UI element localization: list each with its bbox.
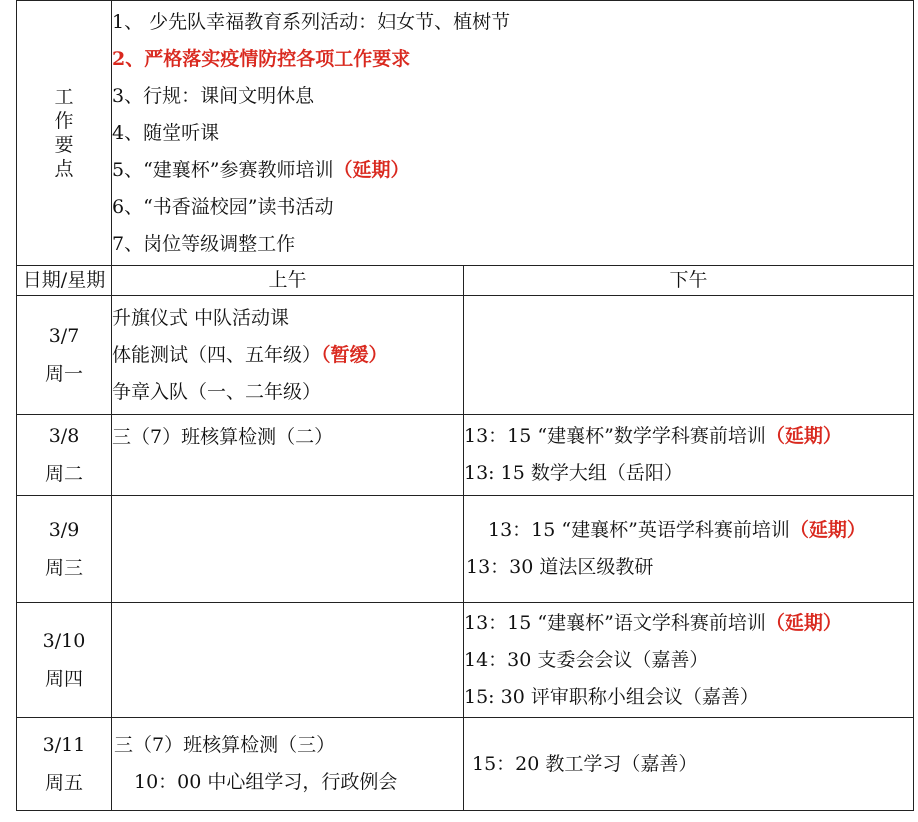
- morning-cell: [112, 718, 464, 811]
- date-cell: [17, 415, 112, 496]
- date-cell: [17, 603, 112, 718]
- weekday: 周一: [44, 363, 83, 385]
- postponed-badge: （延期）: [765, 425, 842, 447]
- date-cell: [17, 496, 112, 603]
- header-date: 日期/星期: [17, 266, 112, 296]
- work-point-item: 6、“书香溢校园”读书活动: [112, 195, 334, 218]
- date: 3/11: [42, 734, 86, 756]
- afternoon-cell: [464, 415, 914, 496]
- morning-cell: [112, 603, 464, 718]
- schedule-item: 13：15 “建襄杯”数学学科赛前培训（延期）: [464, 425, 842, 447]
- schedule-item: 14：30 支委会会议（嘉善）: [464, 648, 709, 671]
- work-point-item: 4、随堂听课: [112, 121, 220, 144]
- day-row-thu: [17, 603, 914, 718]
- day-row-mon: [17, 296, 914, 415]
- work-points-label-cell: [17, 1, 112, 266]
- schedule-item: 13：30 道法区级教研: [466, 556, 654, 578]
- date-cell: [17, 718, 112, 811]
- morning-cell: [112, 496, 464, 603]
- afternoon-cell: [464, 496, 914, 603]
- schedule-item: 15：20 教工学习（嘉善）: [472, 752, 698, 775]
- date: 3/8: [48, 425, 80, 447]
- schedule-item: 三（7）班核算检测（二）: [112, 426, 334, 448]
- work-points-label: 工作要点: [54, 86, 74, 180]
- weekday: 周二: [44, 463, 83, 485]
- schedule-item: 升旗仪式 中队活动课: [112, 306, 290, 329]
- work-points-list: [112, 1, 914, 266]
- schedule-item: 13：15 “建襄杯”英语学科赛前培训（延期）: [488, 519, 866, 541]
- work-point-item: 3、行规：课间文明休息: [112, 84, 315, 107]
- afternoon-cell: [464, 296, 914, 415]
- date-cell: [17, 296, 112, 415]
- schedule-item: 争章入队（一、二年级）: [112, 380, 322, 403]
- header-afternoon: 下午: [464, 266, 914, 296]
- work-point-item-highlight: 2、严格落实疫情防控各项工作要求: [112, 47, 411, 70]
- schedule-item: 15: 30 评审职称小组会议（嘉善）: [464, 685, 759, 708]
- postponed-badge: （延期）: [765, 611, 842, 634]
- schedule-item: 13: 15 数学大组（岳阳）: [464, 462, 683, 484]
- weekday: 周四: [44, 668, 83, 690]
- weekday: 周三: [44, 557, 83, 579]
- day-row-fri: [17, 718, 914, 811]
- schedule-item: 13：15 “建襄杯”语文学科赛前培训（延期）: [464, 611, 842, 634]
- schedule-item: 10：00 中心组学习，行政例会: [134, 771, 398, 793]
- work-point-item: 7、岗位等级调整工作: [112, 232, 296, 255]
- work-points-row: [17, 1, 914, 266]
- schedule-item: 体能测试（四、五年级）（暂缓）: [112, 343, 388, 366]
- afternoon-cell: [464, 718, 914, 811]
- date: 3/7: [48, 325, 80, 347]
- morning-cell: [112, 415, 464, 496]
- postponed-badge: （延期）: [789, 519, 866, 541]
- postponed-badge: （延期）: [333, 158, 410, 181]
- weekday: 周五: [44, 772, 83, 794]
- work-point-item: 1、 少先队幸福教育系列活动：妇女节、植树节: [112, 10, 511, 33]
- morning-cell: [112, 296, 464, 415]
- afternoon-cell: [464, 603, 914, 718]
- header-row: [17, 266, 914, 296]
- day-row-tue: [17, 415, 914, 496]
- suspended-badge: （暂缓）: [321, 343, 388, 366]
- weekly-schedule-table: [16, 0, 914, 811]
- schedule-item: 三（7）班核算检测（三）: [114, 734, 336, 756]
- date: 3/9: [48, 519, 80, 541]
- header-morning: 上午: [112, 266, 464, 296]
- work-point-item: 5、“建襄杯”参赛教师培训（延期）: [112, 158, 410, 181]
- date: 3/10: [42, 630, 86, 652]
- day-row-wed: [17, 496, 914, 603]
